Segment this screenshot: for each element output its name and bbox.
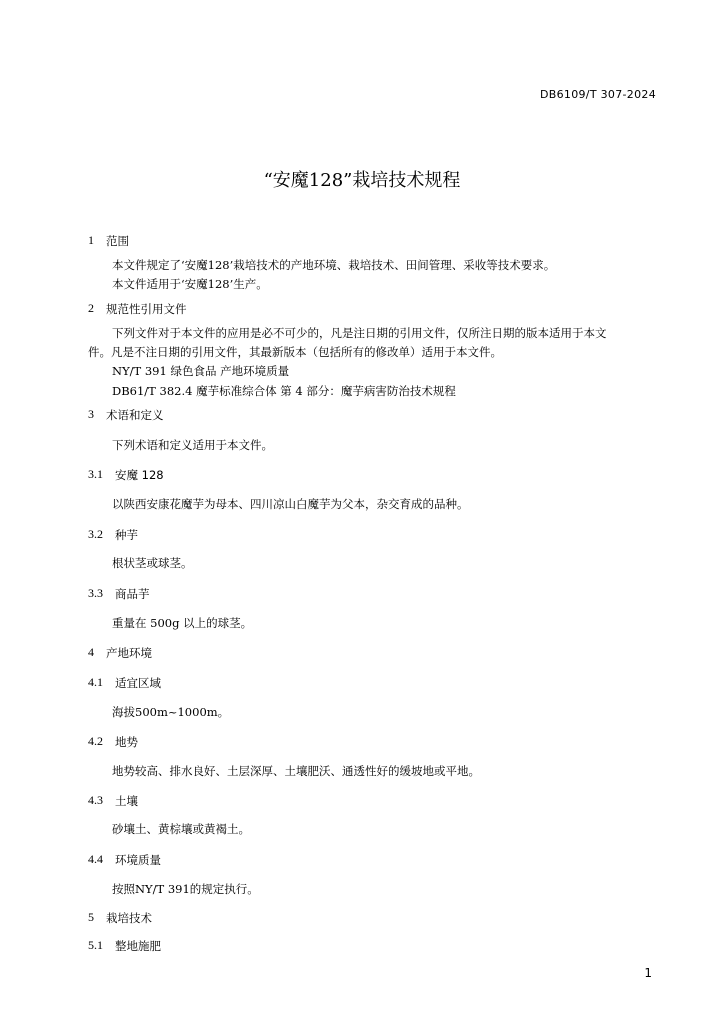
paragraph: 本文件规定了‘安魔128’栽培技术的产地环境、栽培技术、田间管理、采收等技术要求。 bbox=[112, 258, 556, 272]
paragraph: 根状茎或球茎。 bbox=[112, 556, 193, 570]
paragraph: 以陕西安康花魔芋为母本、四川凉山白魔芋为父本，杂交育成的品种。 bbox=[112, 497, 469, 511]
section-heading: 术语和定义 bbox=[106, 408, 164, 422]
section-number: 5 bbox=[88, 910, 94, 924]
subsection-heading: 地势 bbox=[115, 735, 138, 749]
document-title: “安魔128”栽培技术规程 bbox=[263, 170, 461, 191]
paragraph: 件。凡是不注日期的引用文件，其最新版本（包括所有的修改单）适用于本文件。 bbox=[88, 345, 502, 359]
subsection-heading: 种芋 bbox=[115, 528, 138, 542]
section-heading: 栽培技术 bbox=[106, 911, 152, 925]
subsection-number: 4.3 bbox=[88, 793, 103, 807]
subsection-heading: 商品芋 bbox=[115, 587, 150, 601]
subsection-number: 3.2 bbox=[88, 527, 103, 541]
section-heading: 范围 bbox=[106, 234, 129, 248]
subsection-number: 3.1 bbox=[88, 467, 103, 481]
section-heading: 产地环境 bbox=[106, 646, 152, 660]
page-number: 1 bbox=[644, 966, 652, 980]
section-heading: 规范性引用文件 bbox=[106, 302, 187, 316]
paragraph: 按照NY/T 391的规定执行。 bbox=[112, 882, 259, 896]
paragraph: 重量在 500g 以上的球茎。 bbox=[112, 616, 253, 630]
subsection-heading: 适宜区域 bbox=[115, 676, 161, 690]
paragraph: 砂壤土、黄棕壤或黄褐土。 bbox=[112, 822, 250, 836]
subsection-number: 4.4 bbox=[88, 852, 103, 866]
subsection-heading: 土壤 bbox=[115, 794, 138, 808]
paragraph: 海拔500m~1000m。 bbox=[112, 705, 230, 719]
subsection-number: 4.2 bbox=[88, 734, 103, 748]
subsection-heading: 环境质量 bbox=[115, 853, 161, 867]
section-number: 3 bbox=[88, 407, 94, 421]
paragraph: 本文件适用于‘安魔128’生产。 bbox=[112, 277, 268, 291]
paragraph: 下列文件对于本文件的应用是必不可少的，凡是注日期的引用文件，仅所注日期的版本适用于本文 bbox=[112, 326, 607, 340]
subsection-number: 4.1 bbox=[88, 675, 103, 689]
reference-item: DB61/T 382.4 魔芋标准综合体 第 4 部分：魔芋病害防治技术规程 bbox=[112, 384, 456, 398]
document-number: DB6109/T 307-2024 bbox=[540, 88, 656, 101]
subsection-heading: 安魔 128 bbox=[115, 468, 164, 482]
subsection-number: 5.1 bbox=[88, 938, 103, 952]
section-number: 4 bbox=[88, 645, 94, 659]
reference-item: NY/T 391 绿色食品 产地环境质量 bbox=[112, 364, 290, 378]
section-number: 1 bbox=[88, 233, 94, 247]
section-number: 2 bbox=[88, 301, 94, 315]
subsection-number: 3.3 bbox=[88, 586, 103, 600]
paragraph: 地势较高、排水良好、土层深厚、土壤肥沃、通透性好的缓坡地或平地。 bbox=[112, 764, 480, 778]
subsection-heading: 整地施肥 bbox=[115, 939, 161, 953]
paragraph: 下列术语和定义适用于本文件。 bbox=[112, 438, 273, 452]
